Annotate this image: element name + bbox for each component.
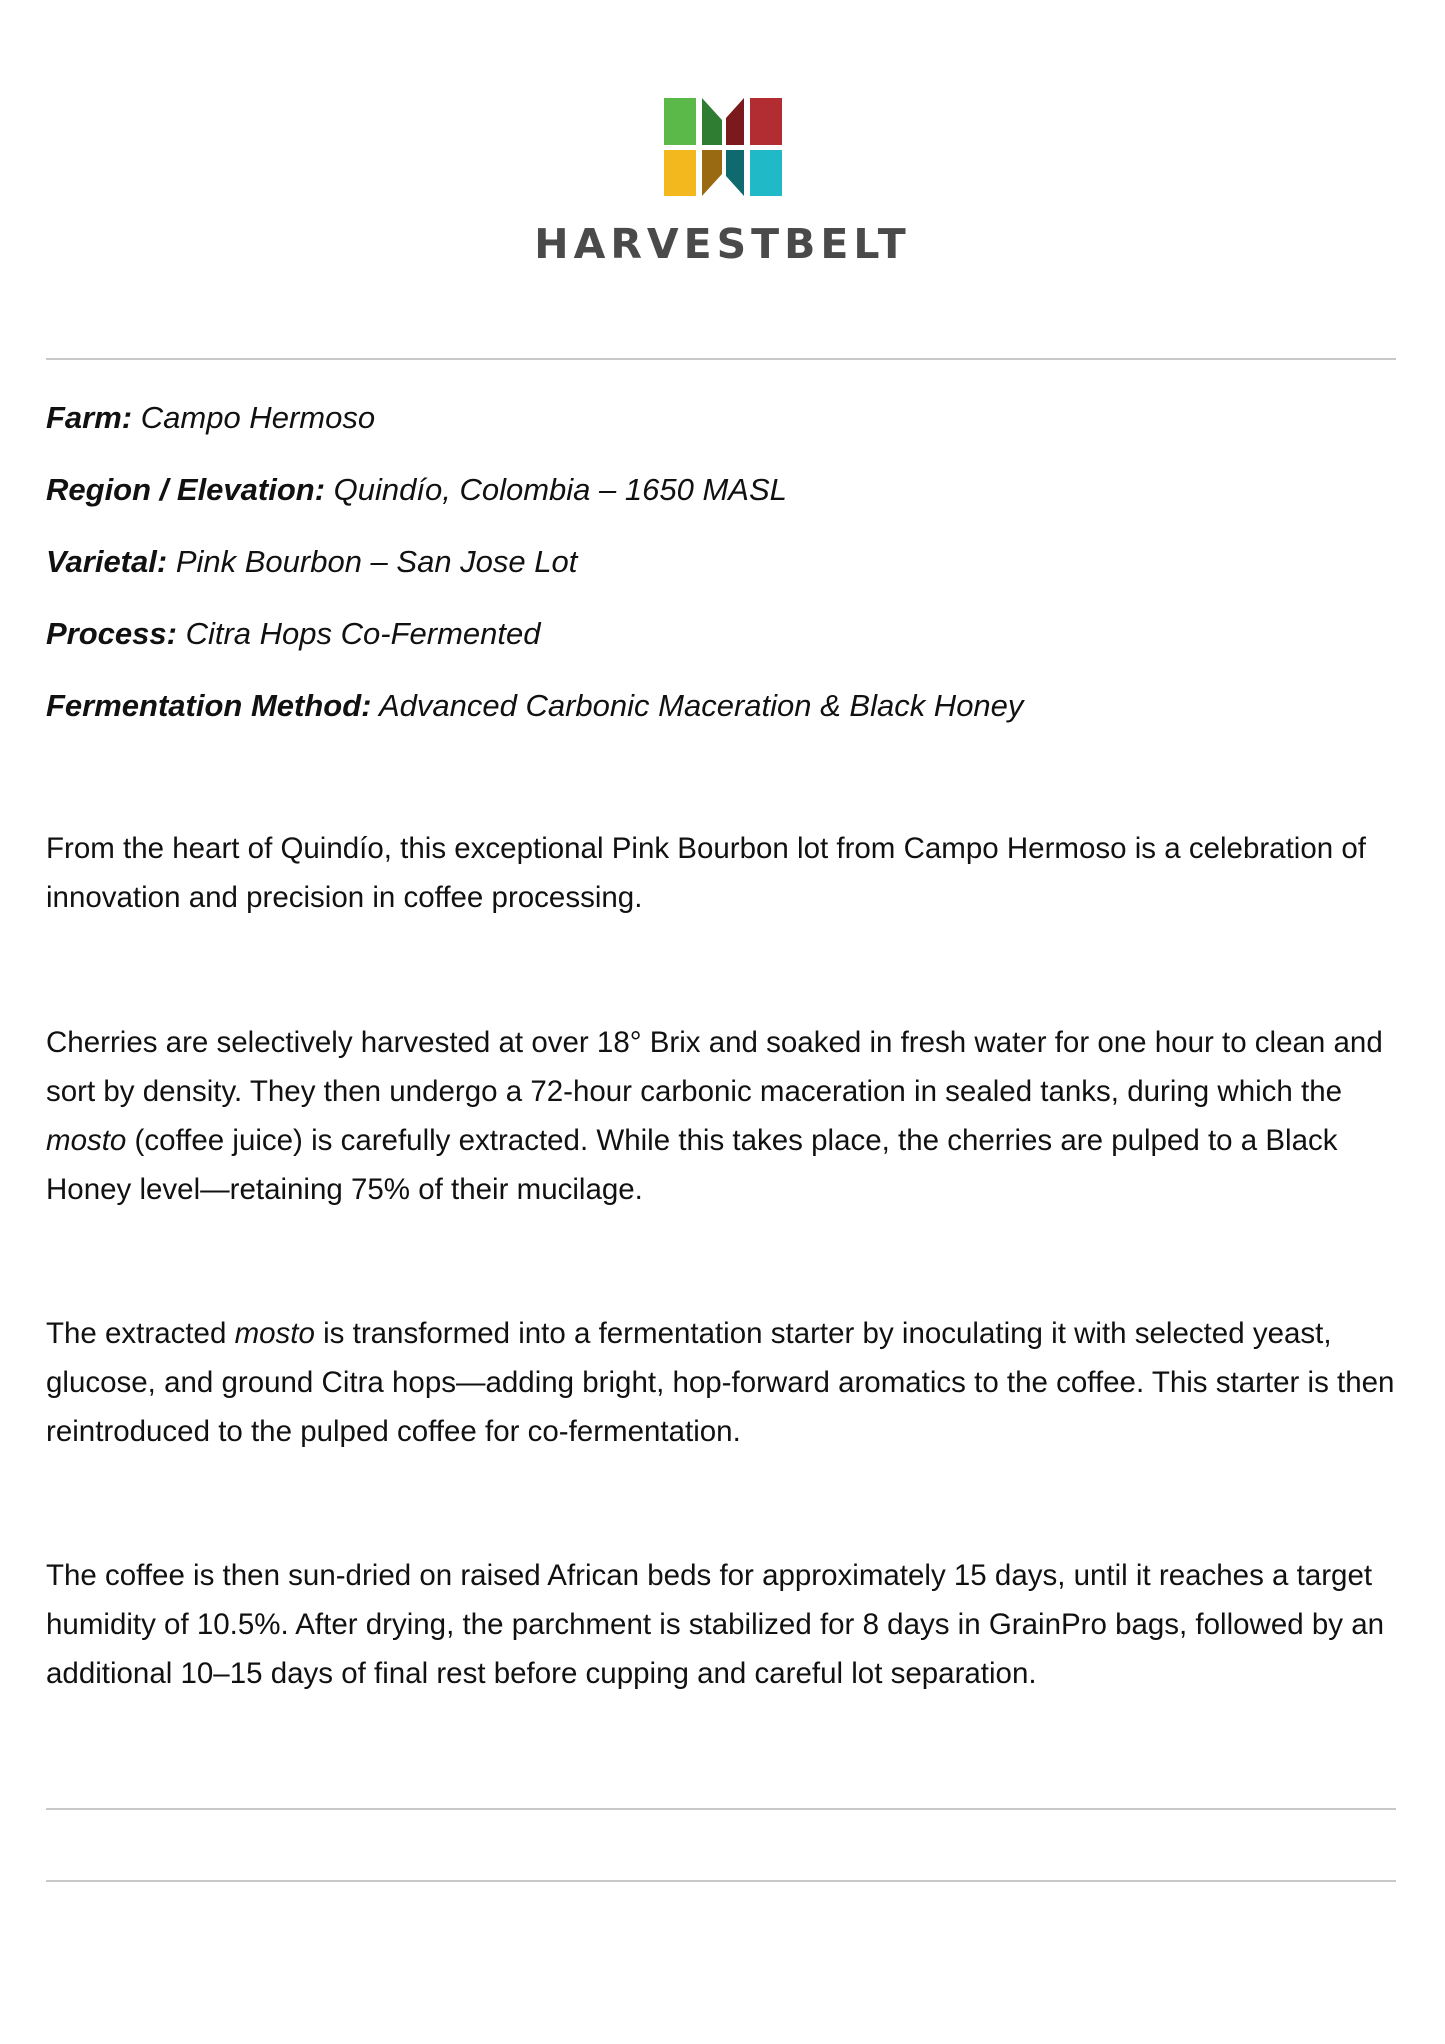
detail-process [46,610,1396,658]
harvestbelt-logo-icon [664,98,782,196]
emphasis-mosto: mosto [46,1124,127,1157]
detail-varietal [46,538,1396,586]
brand-logo [0,98,1445,268]
logo-tile-teal [750,150,782,196]
detail-value: Campo Hermoso [140,400,376,435]
detail-label: Fermentation Method: [46,688,372,723]
detail-region-elevation [46,466,1396,514]
detail-label: Process: [46,616,177,651]
paragraph-text: is transformed into a fermentation starter by inoculating it with selected yeast, glucose, and ground Citra hops—adding bright, hop-forward aromatics to the coffee. This starter is then reintroduced to the pulped coffee for co-fermentation. [46,1317,1395,1448]
logo-tile-yellow [664,150,696,196]
logo-tile-brown [702,150,722,196]
detail-farm [46,394,1396,442]
logo-tile-teal-dark [726,150,744,196]
emphasis-mosto: mosto [234,1317,315,1350]
detail-label: Farm: [46,400,133,435]
paragraph-text: The extracted [46,1317,235,1350]
detail-value: Citra Hops Co-Fermented [185,616,541,651]
paragraph-text: Cherries are selectively harvested at over 18° Brix and soaked in fresh water for one hour to clean and sort by density. They then undergo a 72-hour carbonic maceration in sealed tanks, during which the [46,1026,1383,1108]
paragraph-text: (coffee juice) is carefully extracted. While this takes place, the cherries are pulped to a Black Honey level—retaining 75% of their mucilage. [46,1124,1338,1206]
starter-paragraph [46,1309,1406,1456]
coffee-details-list [46,394,1396,754]
logo-tile-red [750,98,782,145]
detail-fermentation-method [46,682,1396,730]
top-divider [46,358,1396,360]
bottom-divider [46,1880,1396,1882]
logo-tile-green [664,98,696,145]
detail-value: Quindío, Colombia – 1650 MASL [333,472,787,507]
detail-label: Varietal: [46,544,168,579]
intro-paragraph: From the heart of Quindío, this exceptional Pink Bourbon lot from Campo Hermoso is a celebration of innovation and precision in coffee processing. [46,832,1366,914]
logo-tile-dark-red [726,98,744,145]
detail-label: Region / Elevation: [46,472,326,507]
brand-name: HARVESTBELT [534,220,911,268]
detail-value: Advanced Carbonic Maceration & Black Honey [378,688,1024,723]
detail-value: Pink Bourbon – San Jose Lot [175,544,578,579]
drying-paragraph: The coffee is then sun-dried on raised African beds for approximately 15 days, until it reaches a target humidity of 10.5%. After drying, the parchment is stabilized for 8 days in GrainPro bags, followed by an additional 10–15 days of final rest before cupping and careful lot separation. [46,1559,1385,1690]
bottom-divider [46,1808,1396,1810]
logo-tile-dark-green [702,98,722,145]
harvest-paragraph [46,1018,1406,1214]
